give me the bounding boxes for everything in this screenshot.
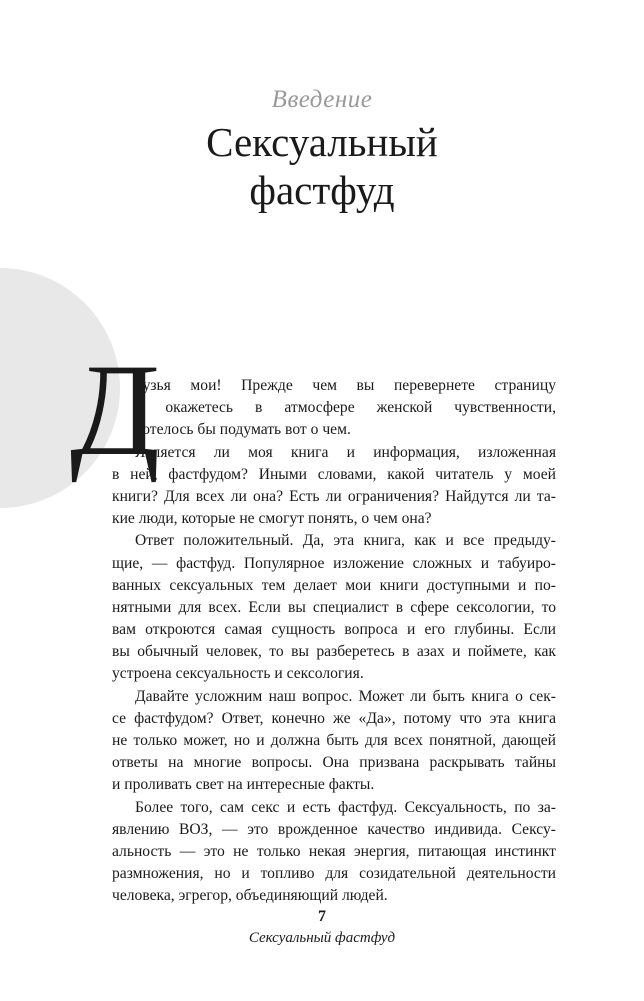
drop-cap: Д [70, 336, 161, 483]
paragraph-3 [0, 530, 644, 685]
text-line: размножения, но и топливо для созидательной деятельности [112, 865, 556, 883]
text-line: в ней, фастфудом? Иными словами, какой читатель у моей [112, 465, 556, 483]
chapter-title [0, 118, 644, 214]
text-line: альность — это не только некая энергия, питающая инстинкт [112, 842, 556, 860]
text-line: и окажетесь в атмосфере женской чувственности, [135, 399, 556, 417]
text-line: вам откроются самая сущность вопроса и его глубины. Если [112, 621, 556, 639]
text-line: Более того, сам секс и есть фастфуд. Сексуальность, по за- [135, 798, 556, 816]
text-line: Давайте усложним наш вопрос. Может ли быть книга о сек- [135, 687, 556, 705]
running-footer-title: Сексуальный фастфуд [248, 930, 396, 946]
paragraph-2 [0, 442, 644, 531]
text-line: щие, — фастфуд. Популярное изложение сложных и табуиро- [112, 554, 556, 572]
text-line: ответы на многие вопросы. Она призвана раскрывать тайны [112, 754, 556, 772]
text-line: книги? Для всех ли она? Есть ли ограничения? Найдутся ли та- [112, 487, 556, 505]
text-line: явлению ВОЗ, — это врожденное качество индивида. Сексу- [112, 820, 556, 838]
text-line: и проливать свет на интересные факты. [112, 776, 375, 794]
text-line: вы обычный человек, то вы разберетесь в азах и поймете, как [112, 643, 556, 661]
text-line: не только может, но и должна быть для всех понятной, дающей [112, 732, 556, 749]
body-text [0, 375, 644, 908]
chapter-title-line-2: фастфуд [249, 167, 395, 213]
paragraph-5 [0, 797, 644, 908]
text-line: Является ли моя книга и информация, изложенная [135, 443, 556, 461]
text-line: се фастфудом? Ответ, конечно же «Да», потому что эта книга [112, 709, 556, 727]
page-number: 7 [318, 908, 326, 925]
text-line: рузья мои! Прежде чем вы перевернете страницу [135, 377, 556, 394]
text-line: хотелось бы подумать вот о чем. [135, 421, 351, 439]
text-line: Ответ положительный. Да, эта книга, как и все предыду- [135, 532, 556, 550]
paragraph-1 [0, 375, 644, 442]
text-line: человека, эгрегор, объединяющий людей. [112, 887, 388, 905]
chapter-title-line-1: Сексуальный [206, 119, 438, 165]
chapter-kicker: Введение [271, 86, 373, 113]
text-line: кие люди, которые не смогут понять, о чем она? [112, 510, 432, 528]
text-line: устроена сексуальность и сексология. [112, 665, 364, 683]
text-line: нятными для всех. Если вы специалист в сфере сексологии, то [112, 598, 556, 616]
paragraph-4 [0, 686, 644, 797]
text-line: ванных сексуальных тем делает мои книги доступными и по- [112, 576, 556, 594]
